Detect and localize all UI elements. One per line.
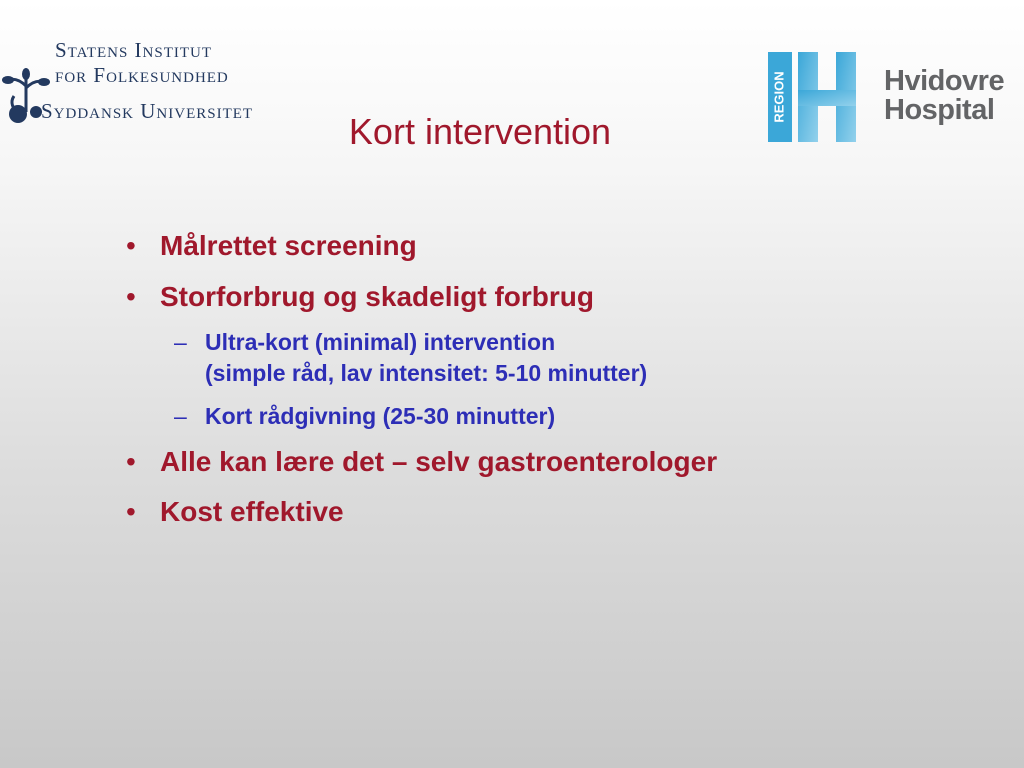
sub-bullet-text-line1: Ultra-kort (minimal) intervention xyxy=(205,329,556,355)
sub-bullet-text: Kort rådgivning (25-30 minutter) xyxy=(205,403,556,429)
sif-logo-line2: for Folkesundhed xyxy=(55,63,229,87)
bullet-text: Kost effektive xyxy=(160,496,344,527)
sub-bullet-marker: – xyxy=(174,329,187,355)
hospital-name-line1: Hvidovre xyxy=(884,65,1005,97)
region-badge-text: REGION xyxy=(771,71,787,123)
bullet-text: Målrettet screening xyxy=(160,230,417,261)
bullet-text: Alle kan lære det – selv gastroenterologer xyxy=(160,446,718,477)
hospital-name-line2: Hospital xyxy=(884,94,995,126)
sif-logo-line3: Syddansk Universitet xyxy=(41,99,254,123)
bullet-text: Storforbrug og skadeligt forbrug xyxy=(160,281,594,312)
bullet-marker: • xyxy=(126,446,136,477)
bullet-marker: • xyxy=(126,281,136,312)
sub-bullet-text-line2: (simple råd, lav intensitet: 5-10 minutter) xyxy=(205,360,648,386)
bullet-marker: • xyxy=(126,230,136,261)
sif-logo-line1: Statens Institut xyxy=(55,38,213,62)
slide-title: Kort intervention xyxy=(348,111,612,152)
bullet-marker: • xyxy=(126,496,136,527)
sub-bullet-marker: – xyxy=(174,403,187,429)
sub-bullet-text xyxy=(205,327,647,389)
